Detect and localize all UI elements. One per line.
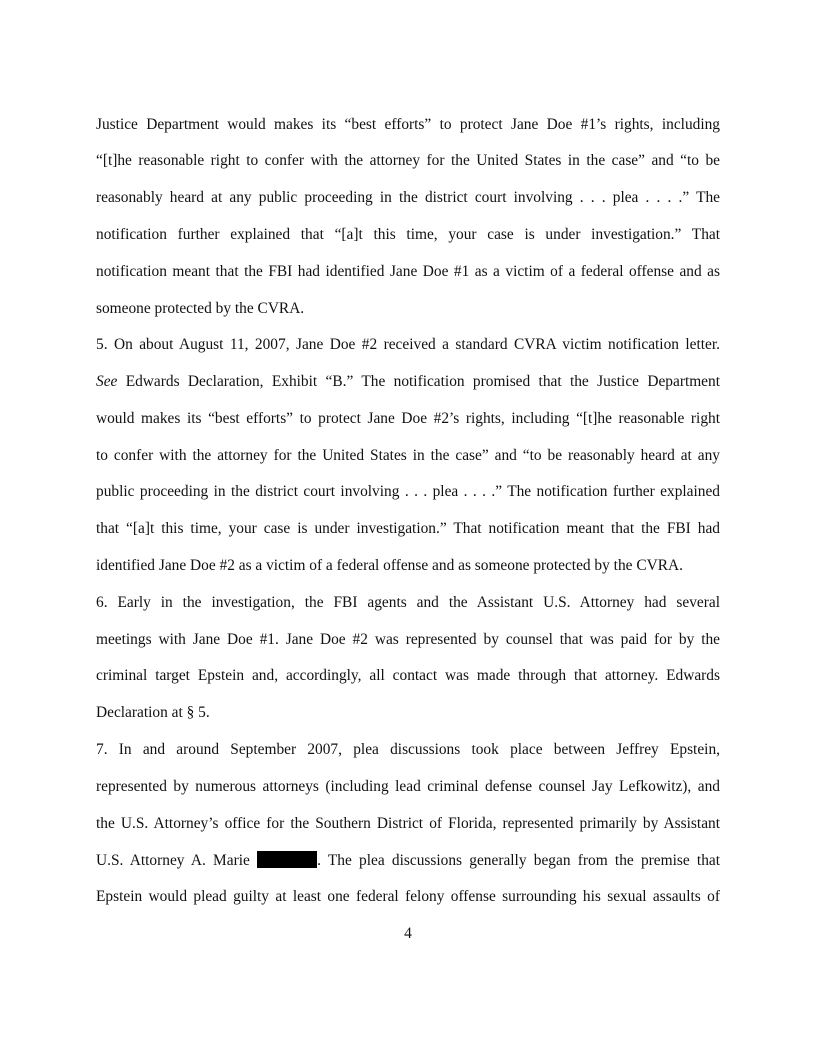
text-line: to confer with the attorney for the United States in the case” and “to be reasonably heard at any bbox=[96, 447, 720, 464]
text-span: . The plea discussions generally began from the premise that bbox=[317, 852, 720, 869]
text-line: would makes its “best efforts” to protect Jane Doe #2’s rights, including “[t]he reasonable right bbox=[96, 410, 720, 427]
text-span: Edwards Declaration, Exhibit “B.” The notification promised that the Justice Department bbox=[117, 373, 720, 390]
text-line bbox=[96, 372, 720, 392]
text-line bbox=[96, 851, 720, 871]
text-line: identified Jane Doe #2 as a victim of a federal offense and as someone protected by the CVRA. bbox=[96, 557, 683, 574]
text-line: notification meant that the FBI had identified Jane Doe #1 as a victim of a federal offense and as bbox=[96, 263, 720, 280]
text-line: “[t]he reasonable right to confer with the attorney for the United States in the case” and “to be bbox=[96, 152, 720, 169]
text-span: U.S. Attorney A. Marie bbox=[96, 852, 250, 869]
page-number: 4 bbox=[404, 925, 412, 942]
text-line: represented by numerous attorneys (including lead criminal defense counsel Jay Lefkowitz), and bbox=[96, 778, 720, 795]
text-line: Epstein would plead guilty at least one federal felony offense surrounding his sexual assaults of bbox=[96, 888, 720, 905]
paragraph-6-start: 6. Early in the investigation, the FBI agents and the Assistant U.S. Attorney had several bbox=[96, 594, 720, 611]
text-line: the U.S. Attorney’s office for the Southern District of Florida, represented primarily by Assistant bbox=[96, 815, 720, 832]
text-line: notification further explained that “[a]t this time, your case is under investigation.” That bbox=[96, 226, 720, 243]
redaction-block bbox=[257, 851, 317, 868]
text-line: reasonably heard at any public proceeding in the district court involving . . . plea . . . .” The bbox=[96, 189, 720, 206]
text-line: Justice Department would makes its “best efforts” to protect Jane Doe #1’s rights, including bbox=[96, 116, 720, 133]
paragraph-7-start: 7. In and around September 2007, plea discussions took place between Jeffrey Epstein, bbox=[96, 741, 720, 758]
text-line: someone protected by the CVRA. bbox=[96, 300, 305, 317]
see-signal: See bbox=[96, 373, 118, 390]
text-line: that “[a]t this time, your case is under investigation.” That notification meant that the FBI had bbox=[96, 520, 720, 537]
text-line: meetings with Jane Doe #1. Jane Doe #2 was represented by counsel that was paid for by the bbox=[96, 631, 720, 648]
text-line: criminal target Epstein and, accordingly, all contact was made through that attorney. Edwards bbox=[96, 667, 720, 684]
text-line: public proceeding in the district court involving . . . plea . . . .” The notification further explained bbox=[96, 483, 720, 500]
text-line: Declaration at § 5. bbox=[96, 704, 210, 721]
paragraph-5-start: 5. On about August 11, 2007, Jane Doe #2 received a standard CVRA victim notification letter. bbox=[96, 336, 720, 353]
